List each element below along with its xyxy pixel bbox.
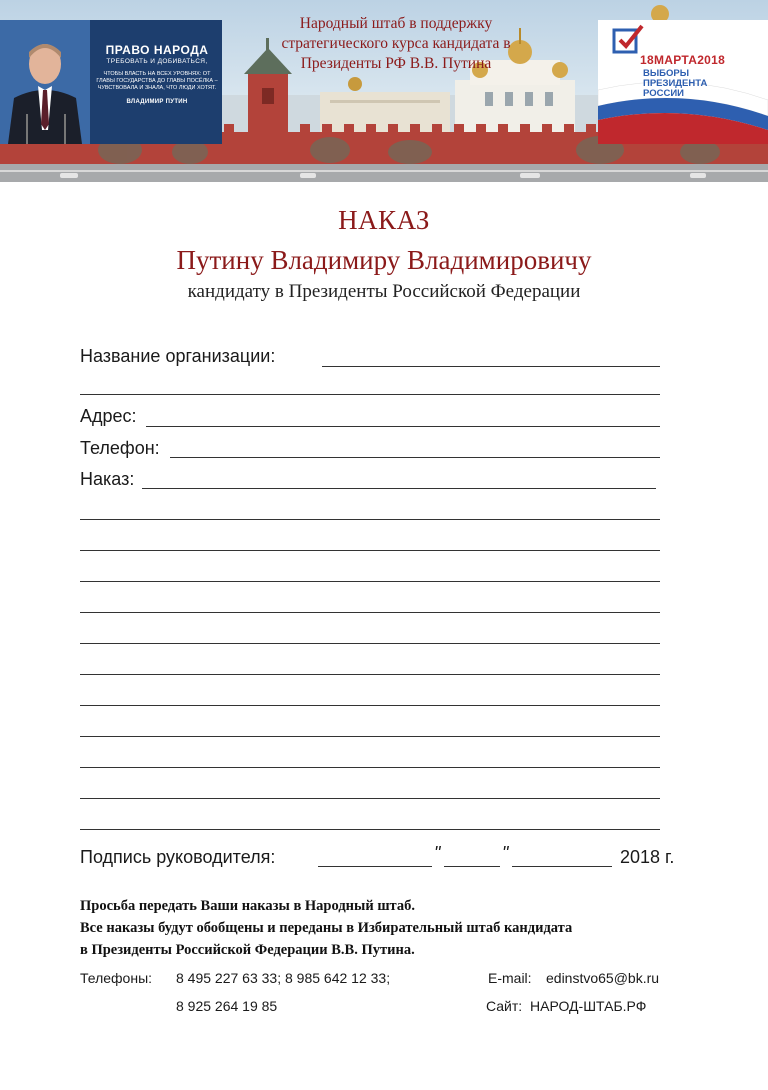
site-value: НАРОД-ШТАБ.РФ [530,998,647,1014]
mandate-line[interactable] [80,550,660,551]
quote-signature: ВЛАДИМИР ПУТИН [126,99,188,105]
site-label: Сайт: [486,998,523,1014]
email-label: E-mail: [488,970,532,986]
date-quote-open: " [434,843,441,863]
document-title: НАКАЗ [338,205,430,235]
phone-field[interactable] [170,457,660,458]
address-field[interactable] [146,426,660,427]
signature-month-field[interactable] [512,866,612,867]
phones-label: Телефоны: [80,970,153,986]
year-suffix: 2018 г. [620,847,675,867]
footer-note-line: Просьба передать Ваши наказы в Народный штаб. [80,898,415,914]
email-value: edinstvo65@bk.ru [546,970,660,986]
organization-field-continuation[interactable] [80,394,660,395]
mandate-line[interactable] [80,581,660,582]
addressee-subtitle: кандидату в Президенты Российской Федерации [187,281,581,302]
phone-label: Телефон: [80,438,160,458]
hq-title-line: Президенты РФ В.В. Путина [300,55,492,72]
palace-illustration [320,77,450,132]
phones-line: 8 495 227 63 33; 8 985 642 12 33; [176,970,391,986]
address-label: Адрес: [80,406,137,426]
election-date: 18МАРТА2018 [640,53,726,67]
mandate-line[interactable] [80,705,660,706]
election-logo [598,20,768,144]
signature-label: Подпись руководителя: [80,847,276,867]
hq-title-line: стратегического курса кандидата в [281,35,511,52]
mandate-line[interactable] [80,798,660,799]
mandate-label: Наказ: [80,469,135,489]
footer-note-line: Все наказы будут обобщены и переданы в Избирательный штаб кандидата [80,920,573,936]
mandate-line[interactable] [80,736,660,737]
footer-note-line: в Президенты Российской Федерации В.В. Путина. [80,942,415,958]
header-banner [0,0,768,182]
ballot-checkmark-icon [612,24,644,54]
addressee-name: Путину Владимиру Владимировичу [176,245,592,275]
organization-label: Название организации: [80,346,276,366]
mandate-line[interactable] [80,767,660,768]
signature-day-field[interactable] [444,866,500,867]
quote-title: ПРАВО НАРОДА [105,43,209,57]
phones-line: 8 925 264 19 85 [176,998,278,1014]
organization-field[interactable] [322,366,660,367]
quote-block [94,44,220,105]
election-caption: ВЫБОРЫ ПРЕЗИДЕНТА РОССИИ [643,68,708,99]
mandate-line[interactable] [80,519,660,520]
mandate-line[interactable] [80,643,660,644]
quote-subtitle: ТРЕБОВАТЬ И ДОБИВАТЬСЯ, [106,58,208,65]
mandate-line[interactable] [80,674,660,675]
mandate-line[interactable] [80,829,660,830]
portrait-panel [0,20,222,144]
signature-field[interactable] [318,866,432,867]
quote-body: ЧТОБЫ ВЛАСТЬ НА ВСЕХ УРОВНЯХ: ОТ ГЛАВЫ ГОСУДАРСТВА ДО ГЛАВЫ ПОСЁЛКА – ЧУВСТВОВАЛА И ЗНАЛА, ЧТО ЛЮДИ ХОТЯТ. [96,71,218,91]
hq-title [236,14,556,74]
date-quote-close: " [502,843,509,863]
hq-title-line: Народный штаб в поддержку [299,15,493,32]
mandate-field[interactable] [142,488,656,489]
mandate-line[interactable] [80,612,660,613]
